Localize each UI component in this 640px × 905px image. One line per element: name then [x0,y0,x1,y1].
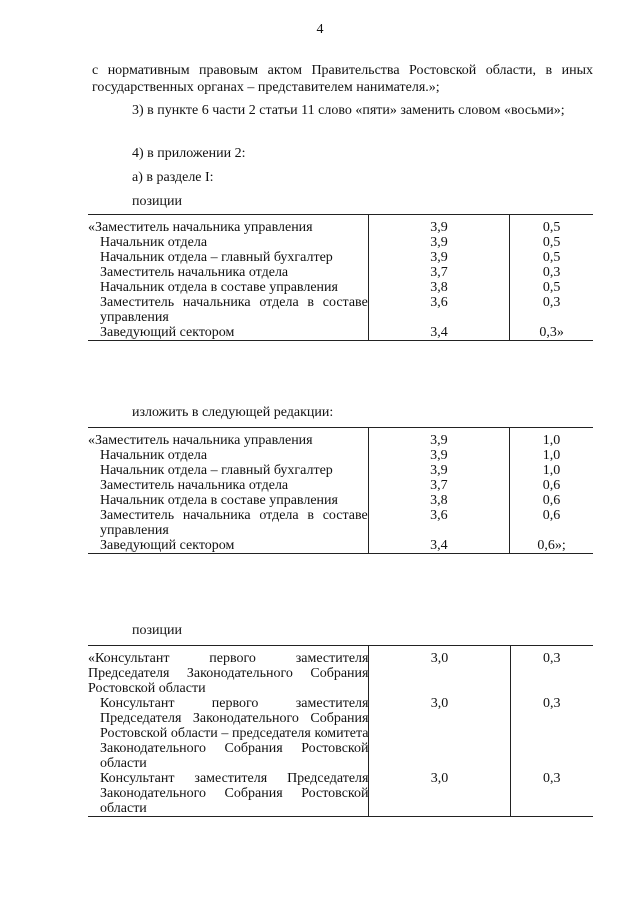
table-row [88,478,593,493]
table-row [88,265,593,280]
coefficient-1-cell: 3,0 [369,771,510,817]
position-name-cell: Заместитель начальника отдела [100,478,289,493]
position-name-cell: Заведующий сектором [100,538,235,553]
coefficient-2-cell: 0,3 [543,651,561,666]
coefficient-1-cell: 3,6 [368,508,509,538]
position-name-cell: Консультант первого заместителя Председателя Законодательного Собрания Ростовской области – председателя комитета Законодательного Собрания Ростовской области [100,696,369,771]
coefficient-2-cell: 0,5 [542,250,561,265]
position-name-cell: Начальник отдела [100,448,208,463]
coefficient-1-cell: 3,0 [369,696,510,771]
new-positions-table [88,427,593,554]
positions-label-2: позиции [132,623,182,638]
old-positions-table [88,214,593,341]
position-name-cell: Начальник отдела [100,235,208,250]
intro-paragraph: с нормативным правовым актом Правительства Ростовской области, в иных государственных органах – представителем нанимателя.»; [92,63,593,95]
table-row [88,280,593,295]
table-row [88,646,593,697]
position-name-cell: «Заместитель начальника управления [88,433,313,448]
coefficient-1-cell: 3,8 [368,493,509,508]
coefficient-2-cell: 0,6 [542,478,561,493]
position-name-cell: Заместитель начальника отдела в составе управления [100,295,368,325]
coefficient-2-cell: 0,5 [542,280,561,295]
table-row [88,250,593,265]
coefficient-2-cell: 0,6 [542,493,561,508]
coefficient-2-cell: 0,6 [542,508,561,523]
coefficient-1-cell: 3,9 [368,463,509,478]
positions-label-1: позиции [132,194,182,209]
table-row [88,448,593,463]
position-name-cell: Начальник отдела в составе управления [100,280,338,295]
table-row [88,508,593,538]
table-row [88,463,593,478]
coefficient-2-cell: 0,3 [542,265,561,280]
coefficient-2-cell: 0,3 [542,295,561,310]
coefficient-1-cell: 3,9 [368,235,509,250]
position-name-cell: «Заместитель начальника управления [88,220,313,235]
consultants-body [88,646,593,817]
table-row [88,493,593,508]
old-positions-body [88,215,593,341]
position-name-cell: Консультант заместителя Председателя Законодательного Собрания Ростовской области [100,771,369,816]
coefficient-2-cell: 0,5 [542,220,561,235]
position-name-cell: Начальник отдела в составе управления [100,493,338,508]
coefficient-2-cell: 1,0 [542,433,561,448]
coefficient-2-cell: 0,3 [543,771,561,786]
page-number: 4 [316,22,324,37]
item-3-paragraph: 3) в пункте 6 части 2 статьи 11 слово «пяти» заменить словом «восьми»; [132,103,565,118]
coefficient-2-cell: 0,5 [542,235,561,250]
coefficient-2-cell: 1,0 [542,448,561,463]
table-row [88,215,593,236]
position-name-cell: Начальник отдела – главный бухгалтер [100,463,333,478]
coefficient-2-cell: 0,6»; [537,538,566,553]
table-row [88,771,593,817]
consultants-table [88,645,593,817]
item-4-paragraph: 4) в приложении 2: [132,146,246,161]
edit-label: изложить в следующей редакции: [132,405,334,420]
table-row [88,696,593,771]
item-4a-paragraph: а) в разделе I: [132,170,214,185]
coefficient-1-cell: 3,7 [368,265,509,280]
position-name-cell: Заместитель начальника отдела [100,265,289,280]
table-row [88,538,593,554]
table-row [88,235,593,250]
coefficient-1-cell: 3,9 [368,448,509,463]
table-row [88,428,593,449]
coefficient-1-cell: 3,7 [368,478,509,493]
coefficient-1-cell: 3,4 [368,325,509,341]
coefficient-1-cell: 3,0 [369,646,510,697]
position-name-cell: Заместитель начальника отдела в составе управления [100,508,368,538]
table-row [88,325,593,341]
position-name-cell: Начальник отдела – главный бухгалтер [100,250,333,265]
coefficient-2-cell: 0,3» [539,325,564,340]
coefficient-1-cell: 3,4 [368,538,509,554]
new-positions-body [88,428,593,554]
position-name-cell: Заведующий сектором [100,325,235,340]
coefficient-2-cell: 1,0 [542,463,561,478]
position-name-cell: «Консультант первого заместителя Председателя Законодательного Собрания Ростовской области [88,651,369,696]
coefficient-2-cell: 0,3 [543,696,561,711]
table-row [88,295,593,325]
coefficient-1-cell: 3,9 [368,215,509,236]
coefficient-1-cell: 3,8 [368,280,509,295]
coefficient-1-cell: 3,9 [368,250,509,265]
coefficient-1-cell: 3,9 [368,428,509,449]
coefficient-1-cell: 3,6 [368,295,509,325]
